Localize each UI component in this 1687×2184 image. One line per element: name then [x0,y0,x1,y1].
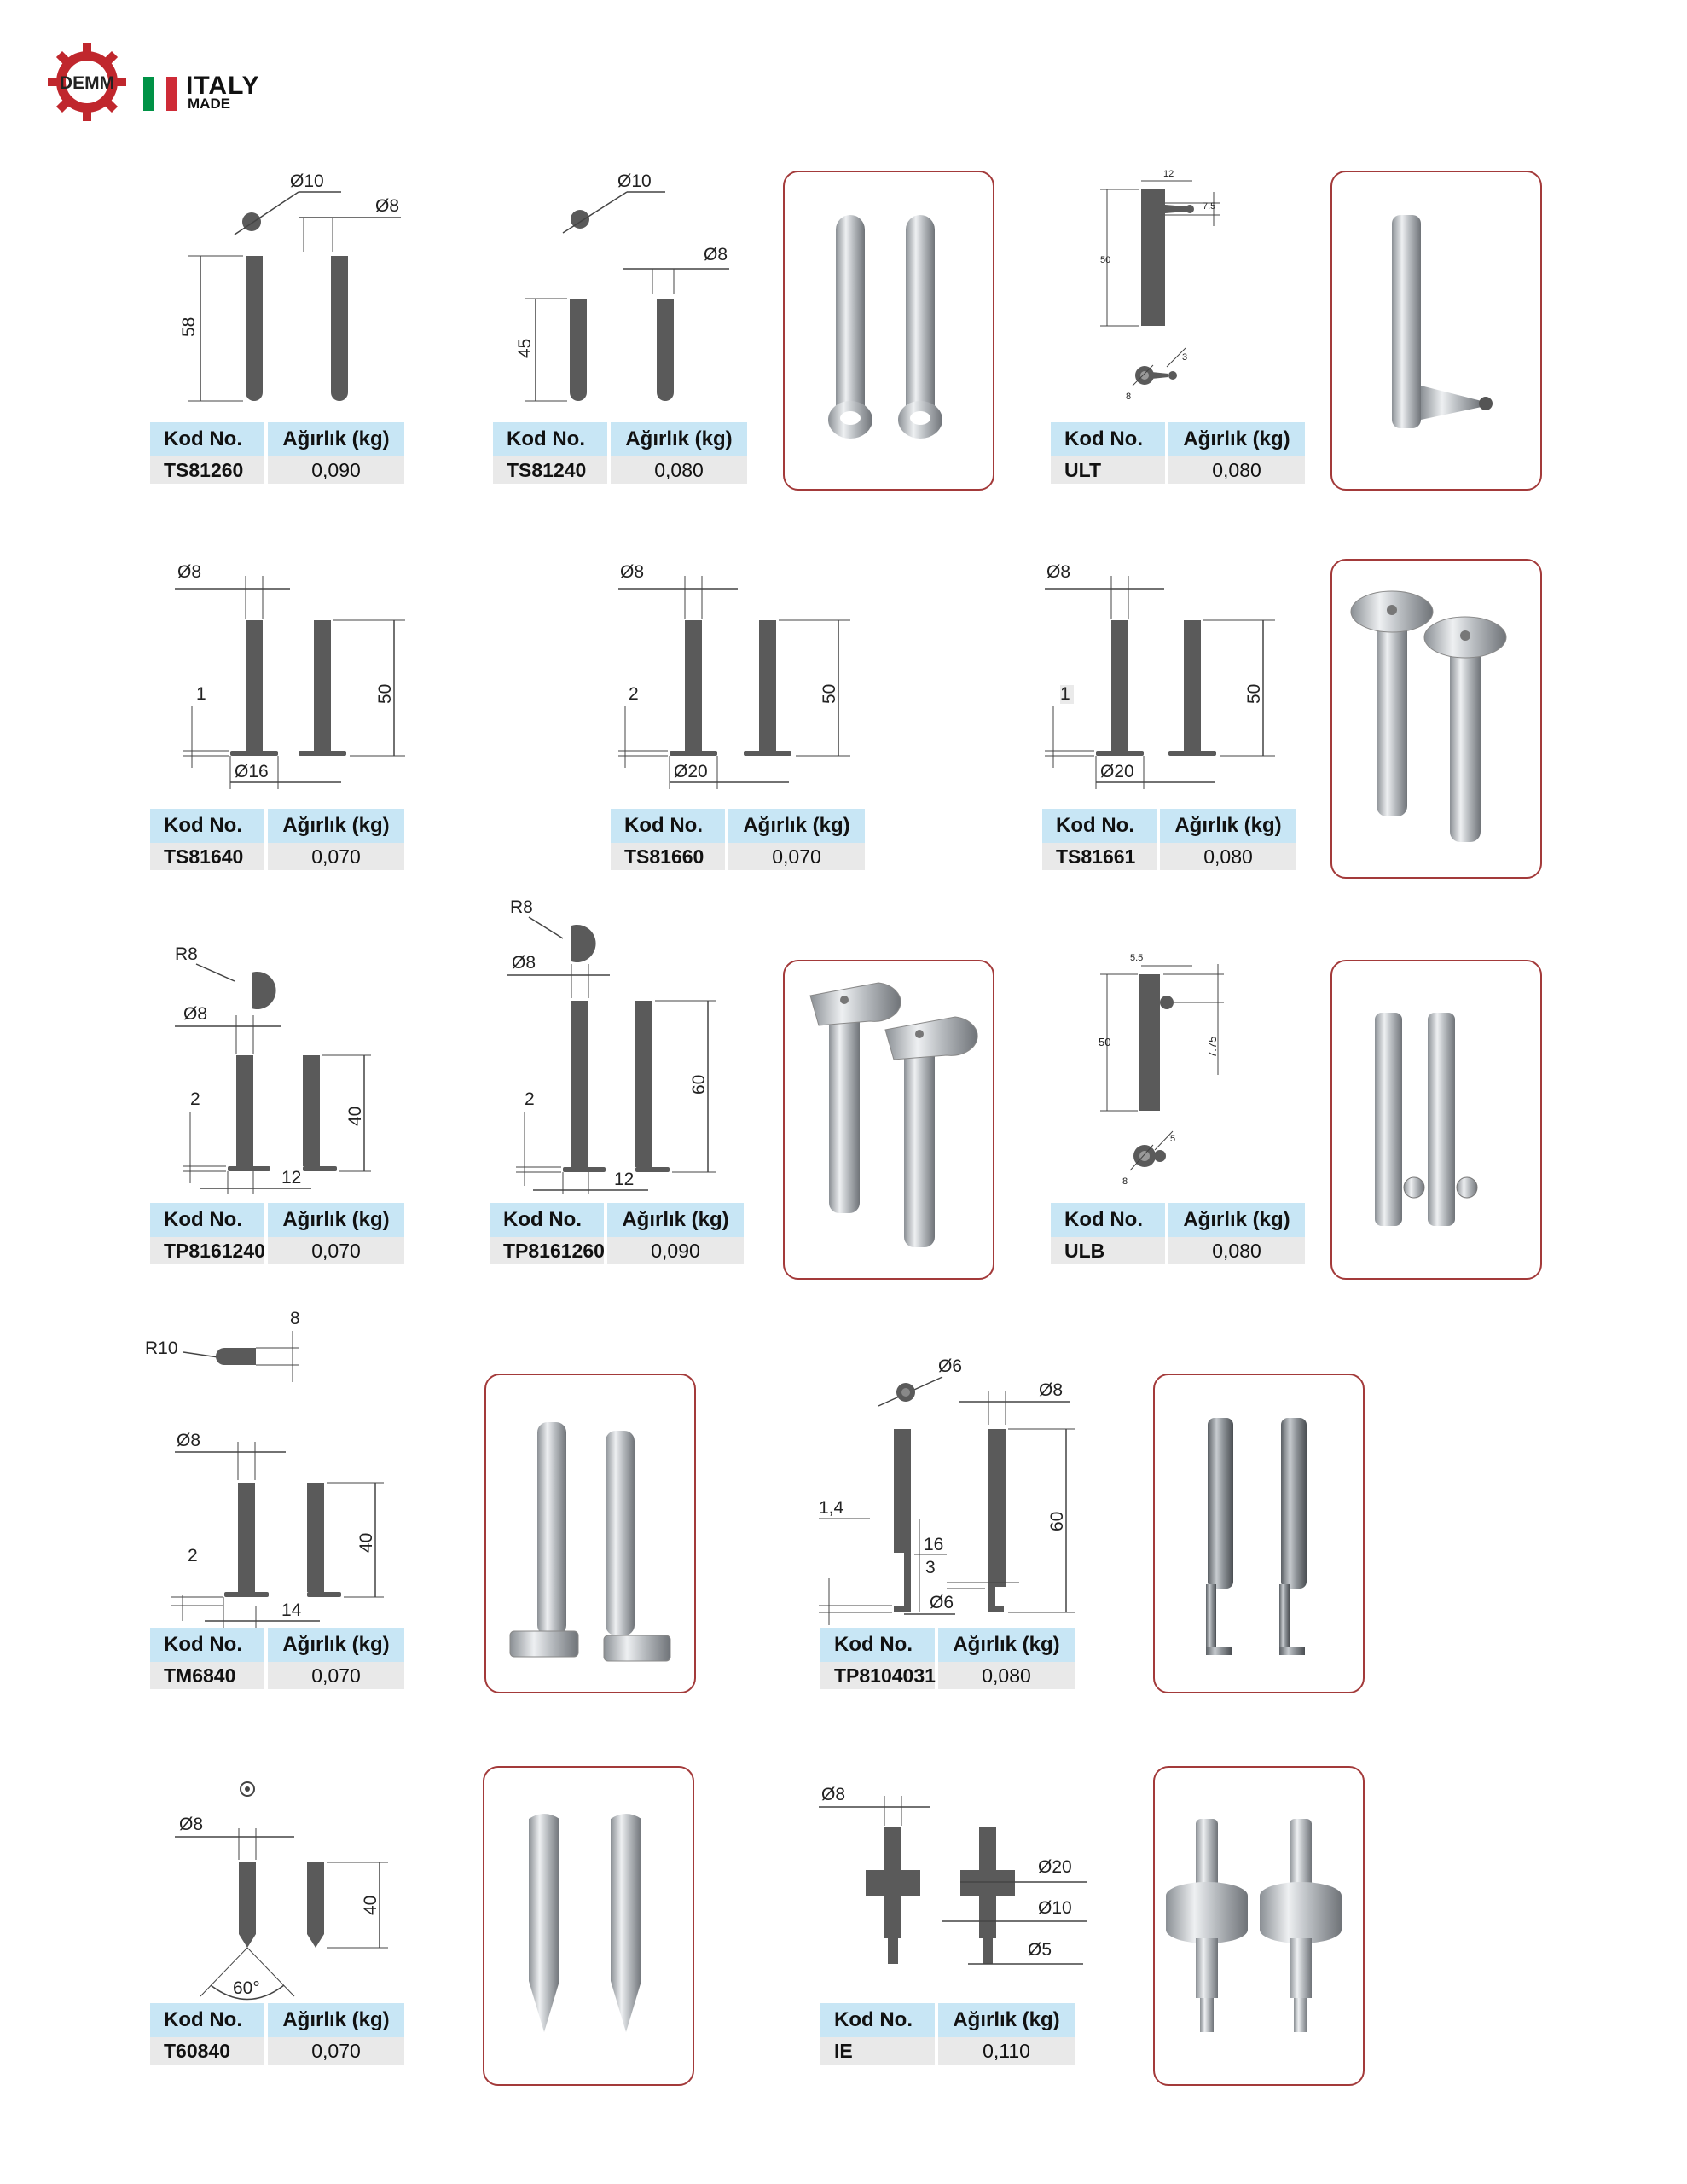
dim-label: Ø20 [1100,762,1134,781]
product-photo-ts812 [783,171,994,491]
product-photo-ie [1153,1766,1365,2086]
logo-text: DEMM [59,73,115,93]
dim-label: Ø8 [512,953,536,973]
drawing-ult [1092,162,1220,410]
dim-label: Ø8 [375,196,400,216]
spec-table-ulb [1051,1203,1305,1264]
drawing-tp8104031 [819,1348,1092,1621]
dim-label: 60 [689,1074,709,1095]
spec-table-ie [820,2003,1075,2065]
dim-label: 58 [179,317,199,337]
product-code: TS81260 [150,456,264,484]
product-weight: 0,090 [268,456,404,484]
spec-table-ts81260 [150,422,404,484]
product-weight: 0,110 [938,2037,1075,2065]
dim-label: 60 [1047,1511,1067,1531]
demm-logo [46,41,128,123]
dim-label: 8 [1122,1176,1128,1187]
code-header: Kod No. [493,422,607,456]
spec-table-tp8161240 [150,1203,404,1264]
spec-table-ts81240 [493,422,747,484]
code-header: Kod No. [490,1203,604,1237]
product-code: TS81640 [150,843,264,870]
weight-header: Ağırlık (kg) [1160,809,1296,843]
drawing-ts81260 [171,166,409,422]
dim-label: 5.5 [1130,953,1144,963]
drawing-ts81240 [512,166,751,422]
dim-label: 3 [1182,352,1188,363]
dim-label: 2 [525,1089,535,1109]
weight-header: Ağırlık (kg) [1168,422,1305,456]
product-code: ULB [1051,1237,1165,1264]
product-photo-t60840 [483,1766,694,2086]
product-weight: 0,070 [268,2037,404,2065]
weight-header: Ağırlık (kg) [268,2003,404,2037]
product-photo-tm6840 [484,1374,696,1693]
product-photo-tp8104031 [1153,1374,1365,1693]
weight-header: Ağırlık (kg) [1168,1203,1305,1237]
weight-header: Ağırlık (kg) [938,1628,1075,1662]
product-code: TP8104031 [820,1662,935,1689]
dim-label: Ø8 [1039,1380,1064,1400]
code-header: Kod No. [1051,422,1165,456]
drawing-ts81660 [618,559,874,806]
drawing-ts81661 [1045,559,1301,806]
product-weight: 0,070 [268,1237,404,1264]
dim-label: 50 [1244,683,1264,704]
spec-table-ts81660 [611,809,865,870]
product-photo-ulb [1330,960,1542,1280]
spec-table-tm6840 [150,1628,404,1689]
dim-label: 1 [196,684,206,704]
weight-header: Ağırlık (kg) [611,422,747,456]
dim-label: 1,4 [819,1498,844,1518]
spec-table-ult [1051,422,1305,484]
product-weight: 0,070 [268,1662,404,1689]
dim-label: 8 [1126,392,1132,402]
spec-table-tp8104031 [820,1628,1075,1689]
dim-label: 40 [345,1106,365,1126]
spec-table-tp8161260 [490,1203,744,1264]
dim-label: 40 [361,1895,380,1915]
weight-header: Ağırlık (kg) [268,422,404,456]
dim-label: 12 [281,1168,302,1188]
code-header: Kod No. [150,1628,264,1662]
product-code: TS81661 [1042,843,1157,870]
code-header: Kod No. [150,422,264,456]
code-header: Kod No. [820,2003,935,2037]
product-weight: 0,080 [1168,1237,1305,1264]
product-weight: 0,070 [268,843,404,870]
spec-table-ts81640 [150,809,404,870]
dim-label: 7.5 [1203,201,1216,212]
dim-label: Ø8 [620,562,645,582]
dim-label: 5 [1170,1134,1176,1144]
dim-label: 3 [925,1558,936,1577]
dim-label: 16 [924,1535,944,1554]
dim-label: Ø8 [1046,562,1071,582]
weight-header: Ağırlık (kg) [268,809,404,843]
italy-text: ITALY [186,72,260,100]
product-code: TS81660 [611,843,725,870]
dim-label: Ø16 [235,762,269,781]
product-code: ULT [1051,456,1165,484]
product-code: TP8161260 [490,1237,604,1264]
drawing-t60840 [166,1770,405,2005]
product-photo-ult [1330,171,1542,491]
product-code: TS81240 [493,456,607,484]
code-header: Kod No. [150,809,264,843]
dim-label: Ø10 [1038,1898,1072,1918]
dim-label: 12 [1163,169,1174,179]
product-weight: 0,080 [611,456,747,484]
code-header: Kod No. [611,809,725,843]
drawing-tp8161260 [503,892,742,1199]
product-weight: 0,080 [1160,843,1296,870]
dim-label: 50 [1100,255,1111,265]
dim-label: 8 [290,1309,300,1328]
dim-label: 2 [629,684,639,704]
dim-label: 1 [1060,684,1070,704]
dim-label: R8 [175,944,198,964]
spec-table-ts81661 [1042,809,1296,870]
dim-label: Ø8 [183,1004,208,1024]
product-code: T60840 [150,2037,264,2065]
dim-label: Ø8 [179,1815,204,1834]
drawing-tm6840-base [171,1595,367,1629]
drawing-ulb [1092,947,1228,1203]
product-weight: 0,080 [1168,456,1305,484]
dim-label: Ø8 [704,245,728,264]
dim-label: 12 [614,1170,635,1189]
drawing-ie [815,1774,1104,1996]
dim-label: Ø8 [177,1431,201,1450]
spec-table-t60840 [150,2003,404,2065]
dim-label: Ø10 [290,171,324,191]
product-weight: 0,090 [607,1237,744,1264]
dim-label: Ø20 [1038,1857,1072,1877]
dim-label: 50 [375,683,395,704]
dim-label: Ø20 [674,762,708,781]
weight-header: Ağırlık (kg) [607,1203,744,1237]
product-weight: 0,080 [938,1662,1075,1689]
dim-label: 7.75 [1206,1036,1219,1058]
drawing-tp8161240 [166,934,405,1199]
product-photo-tp816 [783,960,994,1280]
dim-label: 60° [233,1978,260,1998]
dim-label: Ø10 [617,171,652,191]
product-code: TM6840 [150,1662,264,1689]
made-text: MADE [188,96,231,112]
code-header: Kod No. [1042,809,1157,843]
product-weight: 0,070 [728,843,865,870]
italy-flag-icon [143,77,177,111]
code-header: Kod No. [820,1628,935,1662]
dim-label: R10 [145,1339,178,1358]
weight-header: Ağırlık (kg) [728,809,865,843]
dim-label: R8 [510,897,533,917]
product-photo-ts816 [1330,559,1542,879]
dim-label: 50 [1099,1036,1111,1048]
dim-label: 50 [820,683,839,704]
weight-header: Ağırlık (kg) [938,2003,1075,2037]
drawing-ts81640 [171,559,426,806]
dim-label: 14 [281,1600,302,1620]
code-header: Kod No. [150,2003,264,2037]
weight-header: Ağırlık (kg) [268,1628,404,1662]
code-header: Kod No. [150,1203,264,1237]
dim-label: 2 [190,1089,200,1109]
dim-label: 45 [515,338,535,358]
dim-label: Ø5 [1028,1940,1052,1960]
code-header: Kod No. [1051,1203,1165,1237]
product-code: TP8161240 [150,1237,264,1264]
drawing-tm6840 [141,1305,414,1612]
dim-label: 40 [357,1532,376,1553]
dim-label: Ø6 [930,1593,954,1612]
weight-header: Ağırlık (kg) [268,1203,404,1237]
product-code: IE [820,2037,935,2065]
dim-label: Ø8 [177,562,202,582]
dim-label: Ø8 [821,1785,846,1804]
dim-label: Ø6 [938,1356,963,1376]
dim-label: 2 [188,1546,198,1565]
